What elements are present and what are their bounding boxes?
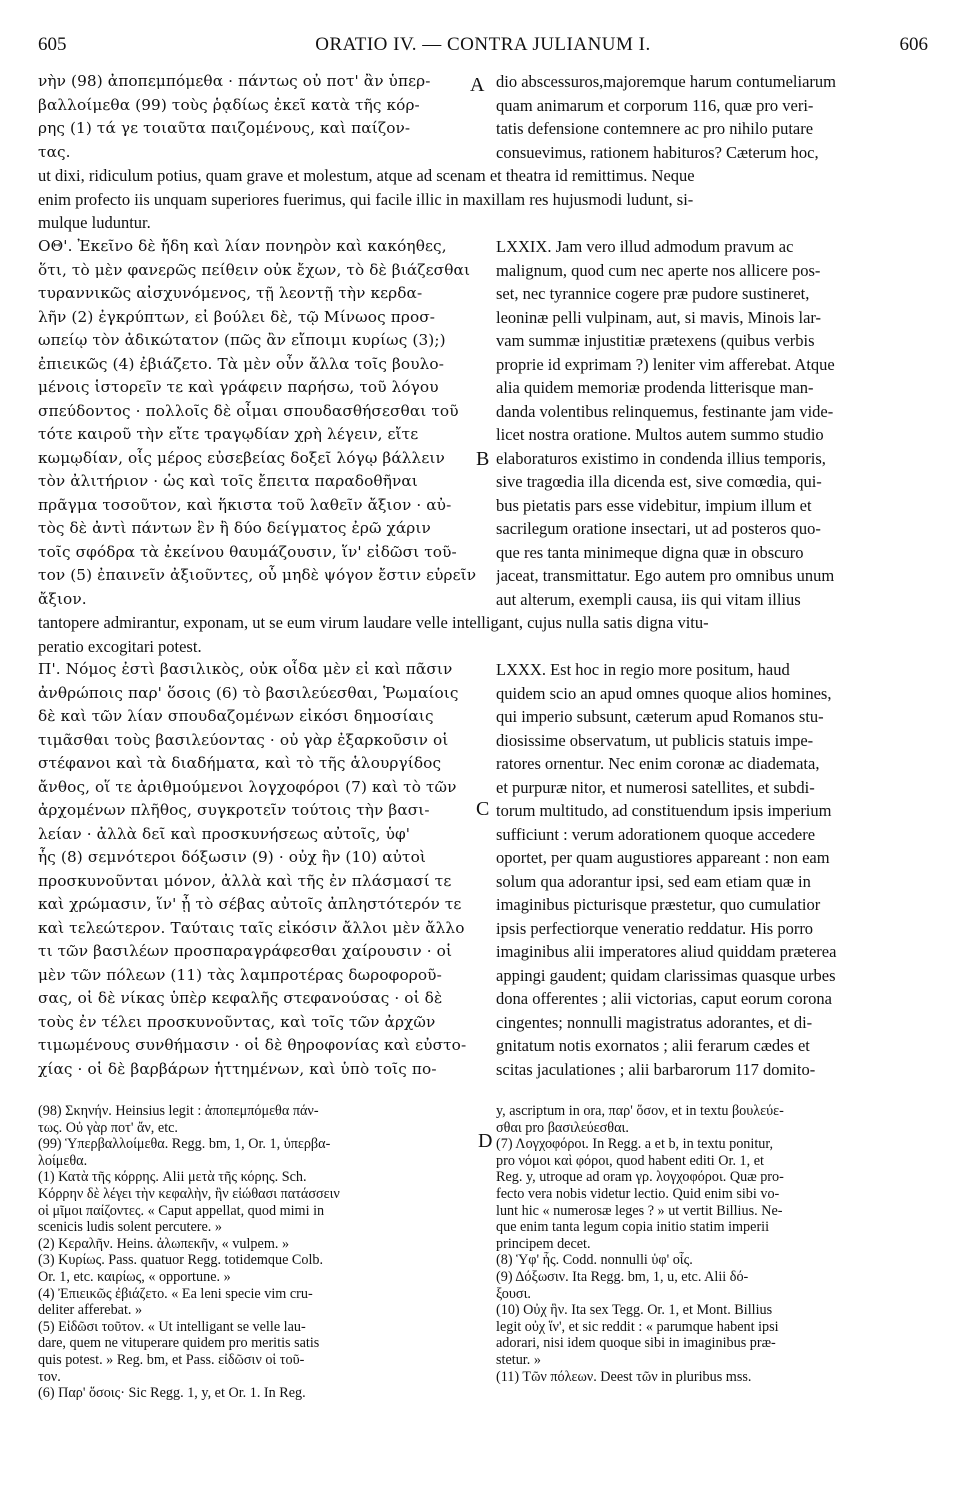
footnote-line: (99) Ὑπερβαλλοίμεθα. Regg. bm, 1, Or. 1, ὑπερβα- xyxy=(38,1136,331,1153)
footnote-line: stetur. » xyxy=(496,1351,541,1368)
latin-line: alia quidem memoriæ prodenda litterisque man- xyxy=(496,378,814,397)
footnote-line: principem decet. xyxy=(496,1235,591,1252)
latin-line: diosissime observatum, ut publicis statuis impe- xyxy=(496,730,814,750)
greek-line: μένοις ἱστορεῖν τε καὶ γράφειν παρήσω, τοῦ λόγου xyxy=(38,378,439,396)
latin-line: mulque luduntur. xyxy=(38,213,151,232)
greek-line: τιμωμένους συνθήμασιν · οἱ δὲ θηροφονίας καὶ εὐστο- xyxy=(38,1036,467,1054)
latin-line: appingi gaudent; quidam clarissimas quasque urbes xyxy=(496,965,836,985)
latin-line: ut dixi, ridiculum potius, quam grave et molestum, atque ad scenam et theatra id remittimus. Neque xyxy=(38,166,695,185)
footnote-line: Or. 1, etc. καιρίως, « opportune. » xyxy=(38,1268,231,1285)
latin-line: peratio excogitari potest. xyxy=(38,636,202,656)
footnote-line: ξουσι. xyxy=(496,1285,531,1302)
greek-line: καὶ χρώμασιν, ἵν' ᾖ τὸ σέβας αὐτοῖς ἀπληστότερόν τε xyxy=(38,895,462,913)
footnote-line: τως. Οὐ γὰρ ποτ' ἄν, etc. xyxy=(38,1119,178,1136)
latin-line: cingentes; nonnulli magistratus adorantes, et di- xyxy=(496,1012,813,1032)
footnote-line: dare, quem ne vituperare quidem pro meritis satis xyxy=(38,1335,320,1352)
latin-line: sive tragœdia illa dicenda est, sive comœdia, qui- xyxy=(496,472,822,491)
footnote-line: deliter afferebat. » xyxy=(38,1302,143,1319)
footnote-line: λοίμεθα. xyxy=(38,1152,88,1169)
greek-line: ἀνθρώποις παρ' ὅσοις (6) τὸ βασιλεύεσθαι, Ῥωμαίοις xyxy=(38,683,459,702)
footnote-line: (7) Λογχοφόροι. In Regg. a et b, in textu ponitur, xyxy=(496,1136,774,1153)
footnote-line: y, ascriptum in ora, παρ' ὅσον, et in textu βουλεύε- xyxy=(496,1103,784,1119)
latin-line: malignum, quod cum nec aperte nos allicere pos- xyxy=(496,260,821,280)
footnote-line: (98) Σκηνήν. Heinsius legit : ἀποπεμπόμεθα πάν- xyxy=(38,1103,319,1119)
latin-line: sacrilegum oratione insectari, ut ad posteros quo- xyxy=(496,519,821,538)
greek-line: στέφανοι καὶ τὰ διαδήματα, καὶ τὸ τῆς ἁλουργίδος xyxy=(38,754,442,772)
footnote-line: Reg. y, utroque ad oram γρ. λογχοφόροι. Quæ pro- xyxy=(496,1169,784,1186)
greek-line: τοὺς ἐν τέλει προσκυνοῦντας, καὶ τοῖς τῶν ἀρχῶν xyxy=(38,1012,436,1031)
footnote-line: (6) Παρ' ὅσοις· Sic Regg. 1, y, et Or. 1. In Reg. xyxy=(38,1385,306,1402)
footnote-line: legit οὐχ ἵν', et sic reddit : « parumque habent ipsi xyxy=(496,1318,779,1335)
greek-line: τιμᾶσθαι τοὺς βασιλεύοντας · οὐ γὰρ ἐξαρκοῦσιν οἱ xyxy=(38,730,449,749)
latin-line: elaboraturos existimo in condenda illius temporis, xyxy=(496,448,826,468)
footnote-line: que enim tanta legum copia initio statim imperii xyxy=(496,1219,770,1236)
footnote-line: (10) Οὐχ ἣν. Ita sex Tegg. Or. 1, et Mont. Billius xyxy=(496,1302,773,1319)
footnote-line: adorari, nisi idem quoque sibi in imaginibus præ- xyxy=(496,1335,776,1352)
greek-line: τας. xyxy=(38,142,71,161)
footnote-line: quis potest. » Reg. bm, et Pass. εἰδῶσιν οἱ τοῦ- xyxy=(38,1351,305,1368)
latin-line: danda volentibus relinquemus, festinante jam vide- xyxy=(496,401,834,421)
page-number-left: 605 xyxy=(38,34,67,55)
greek-line: τότε καιροῦ τὴν εἴτε τραγῳδίαν χρὴ λέγειν, εἴτε xyxy=(38,425,419,443)
greek-line: ωπείῳ τὸν ἀδικώτατον (πῶς ἂν εἴποιμι κυρίως (3);) xyxy=(38,331,446,349)
footnote-line: (3) Κυρίως. Pass. quatuor Regg. totidemque Colb. xyxy=(38,1252,324,1269)
greek-line: προσκυνοῦνται μόνον, ἀλλὰ καὶ τῆς ἐν πλάσμασί τε xyxy=(38,871,452,890)
footnote-line: pro νόμοι καὶ φόροι, quod habent editi Or. 1, et xyxy=(496,1152,764,1169)
latin-line: licet nostra oratione. Multos autem summo studio xyxy=(496,425,824,444)
footnote-line: τον. xyxy=(38,1368,61,1385)
latin-line: qui imperio subsunt, cæterum apud Romanos stu- xyxy=(496,707,824,726)
footnote-line: σθαι pro βασιλεύεσθαι. xyxy=(496,1119,629,1136)
latin-full-width-section-2 xyxy=(38,611,928,658)
latin-line: quidem scio an apud omnes quoque alios homines, xyxy=(496,683,832,703)
latin-line: gnitatum notis exornatos ; alii ferarum cædes et xyxy=(496,1036,810,1055)
greek-line: καὶ τελεώτερον. Ταύταις ταῖς εἰκόσιν ἄλλοι μὲν ἄλλο xyxy=(38,918,465,937)
margin-letter-d: D xyxy=(478,1130,493,1152)
greek-line: τι τῶν βασιλέων προσπαραγράφεσθαι χαίρουσιν · οἱ xyxy=(38,942,453,960)
footnote-line: οἱ μῖμοι παίζοντες. « Caput appellat, quod mimi in xyxy=(38,1202,325,1219)
greek-line: βαλλοίμεθα (99) τοὺς ῥᾳδίως ἐκεῖ κατὰ τῆς κόρ- xyxy=(38,95,420,114)
footnote-line: (4) Ἐπιεικῶς ἐβιάζετο. « Ea leni specie vim cru- xyxy=(38,1285,313,1302)
page-number-right: 606 xyxy=(899,34,928,55)
greek-column-section-3 xyxy=(38,658,482,1081)
greek-line: τὸν ἀλιτήριον · ὡς καὶ τοῖς ἔπειτα παραδοθῆναι xyxy=(38,472,418,490)
footnote-line: (5) Εἰδῶσι τοῦτον. « Ut intelligant se velle lau- xyxy=(38,1318,306,1335)
greek-line: κωμῳδίαν, οἷς μέρος εὐσεβείας δοξεῖ λόγῳ βάλλειν xyxy=(38,448,445,467)
latin-line: proprie id exprimam ?) leniter vim afferebat. Atque xyxy=(496,354,835,374)
greek-line: ἄξιον. xyxy=(38,589,87,608)
margin-letter-b: B xyxy=(476,448,490,470)
latin-line: imaginibus alii imperatores aliud quiddam præterea xyxy=(496,942,837,961)
greek-line: ἀρχομένων πλῆθος, συγκροτεῖν τούτοις τὴν βασι- xyxy=(38,801,430,819)
latin-line: que res tanta minimeque digna quæ in obscuro xyxy=(496,542,804,562)
footnote-line: fecto vera nobis videtur lectio. Quid enim sibi vo- xyxy=(496,1185,780,1202)
greek-line: λῆν (2) ἐγκρύπτων, εἰ βούλει δὲ, τῷ Μίνωος προσ- xyxy=(38,307,436,326)
latin-line: LXXIX. Jam vero illud admodum pravum ac xyxy=(496,237,794,256)
latin-line: dona offerentes ; alii victorias, caput eorum corona xyxy=(496,989,832,1008)
latin-line: torum multitudo, ad constituendum ipsis imperium xyxy=(496,801,832,820)
footnotes-left-column xyxy=(38,1103,482,1402)
greek-line: ἐπιεικῶς (4) ἐβιάζετο. Τὰ μὲν οὖν ἄλλα τοῖς βουλο- xyxy=(38,354,444,373)
latin-line: et purpuræ nitor, et numerosi satellites, et subdi- xyxy=(496,777,815,797)
latin-line: vam summæ injustitiæ prætexens (quibus verbis xyxy=(496,331,815,350)
greek-column-section-2 xyxy=(38,235,482,611)
latin-line: ipsis perfectiorque veneratio reddatur. His porro xyxy=(496,918,814,938)
greek-line: ἧς (8) σεμνότεροι δόξωσιν (9) · οὐχ ἣν (10) αὐτοὶ xyxy=(38,848,426,866)
latin-line: set, nec tyrannice cogere præ pudore sustineret, xyxy=(496,284,810,303)
latin-line: dio abscessuros,majoremque harum contumeliarum xyxy=(496,72,836,91)
latin-line: sufficiunt : verum adorationem quoque accedere xyxy=(496,824,816,844)
greek-line: μὲν τῶν πόλεων (11) τὰς λαμπροτέρας δωροφοροῦ- xyxy=(38,965,442,984)
latin-column-section-3 xyxy=(496,658,928,1081)
latin-line: aut alterum, exempli causa, iis qui vitam illius xyxy=(496,589,801,609)
greek-line: τον (5) ἐπαινεῖν ἀξιοῦντες, οὗ μηδὲ ψόγον ἔστιν εὑρεῖν xyxy=(38,566,477,584)
latin-line: scitas jaculationes ; alii barbarorum 117 domito- xyxy=(496,1059,816,1079)
latin-line: ratores ornentur. Nec enim coronæ ac diademata, xyxy=(496,754,820,773)
latin-line: tantopere admirantur, exponam, ut se eum virum laudare velle intelligant, cujus nulla satis digna vitu- xyxy=(38,613,709,632)
footnote-line: scenicis ludis solent percutere. » xyxy=(38,1219,222,1236)
latin-line: consuevimus, rationem habituros? Cæterum hoc, xyxy=(496,142,819,162)
footnote-line: (11) Τῶν πόλεων. Deest τῶν in pluribus mss. xyxy=(496,1368,752,1385)
greek-line: ὅτι, τὸ μὲν φανερῶς πείθειν οὐκ ἔχων, τὸ δὲ βιάζεσθαι xyxy=(38,260,471,279)
greek-line: τὸς δὲ ἀντὶ πάντων ἓν ἢ δύο δείγματος ἐρῶ χάριν xyxy=(38,519,431,537)
greek-line: δὲ καὶ τῶν λίαν σπουδαζομένων εἰκόσι δημοσίαις xyxy=(38,707,434,725)
greek-line: ΟΘ'. Ἐκεῖνο δὲ ἤδη καὶ λίαν πονηρὸν καὶ κακόηθες, xyxy=(38,237,447,255)
greek-line: τοῖς σφόδρα τὰ ἐκείνου θαυμάζουσιν, ἵν' εἰδῶσι τοῦ- xyxy=(38,542,457,561)
running-header xyxy=(38,34,928,60)
margin-letter-c: C xyxy=(476,798,490,820)
latin-full-width-section-1 xyxy=(38,164,928,235)
footnotes-right-column xyxy=(496,1103,928,1385)
latin-line: leoninæ pelli vulpinam, aut, si mavis, Minois lar- xyxy=(496,307,822,327)
running-title: ORATIO IV. — CONTRA JULIANUM I. xyxy=(315,34,651,55)
latin-line: tatis defensione contemnere ac pro nihilo putare xyxy=(496,119,814,138)
latin-line: quam animarum et corporum 116, quæ pro veri- xyxy=(496,95,814,115)
greek-line: νὴν (98) ἀποπεμπόμεθα · πάντως οὐ ποτ' ἂν ὑπερ- xyxy=(38,72,431,90)
footnote-line: (9) Δόξωσιν. Ita Regg. bm, 1, u, etc. Alii δό- xyxy=(496,1268,749,1285)
greek-line: Π'. Νόμος ἐστὶ βασιλικὸς, οὐκ οἶδα μὲν εἰ καὶ πᾶσιν xyxy=(38,660,453,678)
greek-line: χίας · οἱ δὲ βαρβάρων ἡττημένων, καὶ ὑπὸ τοῖς πο- xyxy=(38,1059,437,1078)
latin-line: enim profecto iis unquam superiores fuerimus, qui facile illic in maxillam res hujusmodi ludunt, si- xyxy=(38,189,694,209)
greek-line: πρᾶγμα τοσοῦτον, καὶ ἥκιστα τοῦ λαθεῖν ἄξιον · αὐ- xyxy=(38,495,452,514)
latin-line: imaginibus picturisque præstetur, quo cumulatior xyxy=(496,895,821,914)
greek-line: ρης (1) τά γε τοιαῦτα παιζομένους, καὶ παίζον- xyxy=(38,119,411,137)
margin-letter-a: A xyxy=(470,74,485,96)
greek-line: ἄνθος, οἵ τε ἀριθμούμενοι λογχοφόροι (7) καὶ τὸ τῶν xyxy=(38,777,457,796)
latin-line: oportet, per quam augustiores appareant : non eam xyxy=(496,848,830,867)
latin-line: bus pietatis pars esse videbitur, impium illum et xyxy=(496,495,812,515)
latin-column-section-2 xyxy=(496,235,928,611)
greek-line: τυραννικῶς αἰσχυνόμενος, τῇ λεοντῇ τὴν κερδα- xyxy=(38,284,423,302)
footnote-line: Κόρρην δὲ λέγει τὴν κεφαλὴν, ἣν εἰώθασι πατάσσειν xyxy=(38,1185,340,1202)
latin-line: LXXX. Est hoc in regio more positum, haud xyxy=(496,660,790,679)
greek-column-section-1 xyxy=(38,70,485,164)
greek-line: σπεύδοντος · πολλοῖς δὲ οἶμαι σπουδασθήσεσθαι τοῦ xyxy=(38,401,459,420)
footnote-line: (8) Ὑφ' ἧς. Codd. nonnulli ὑφ' οἷς. xyxy=(496,1252,693,1269)
latin-line: solum qua adorantur ipsi, sed eam etiam quæ in xyxy=(496,871,811,891)
latin-line: jaceat, transmittatur. Ego autem pro omnibus unum xyxy=(496,566,835,585)
footnote-line: (2) Κεραλῆν. Heins. ἀλωπεκῆν, « vulpem. » xyxy=(38,1235,290,1252)
footnote-line: lunt hic « numerosæ leges ? » ut vertit Billius. Ne- xyxy=(496,1202,783,1219)
greek-line: σας, οἱ δὲ νίκας ὑπὲρ κεφαλῆς στεφανούσας · οἱ δὲ xyxy=(38,989,443,1007)
greek-line: λείαν · ἀλλὰ δεῖ καὶ προσκυνήσεως αὐτοῖς, ὑφ' xyxy=(38,824,411,843)
latin-column-section-1 xyxy=(496,70,928,164)
footnote-line: (1) Κατὰ τῆς κόρρης. Alii μετὰ τῆς κόρης. Sch. xyxy=(38,1169,307,1186)
